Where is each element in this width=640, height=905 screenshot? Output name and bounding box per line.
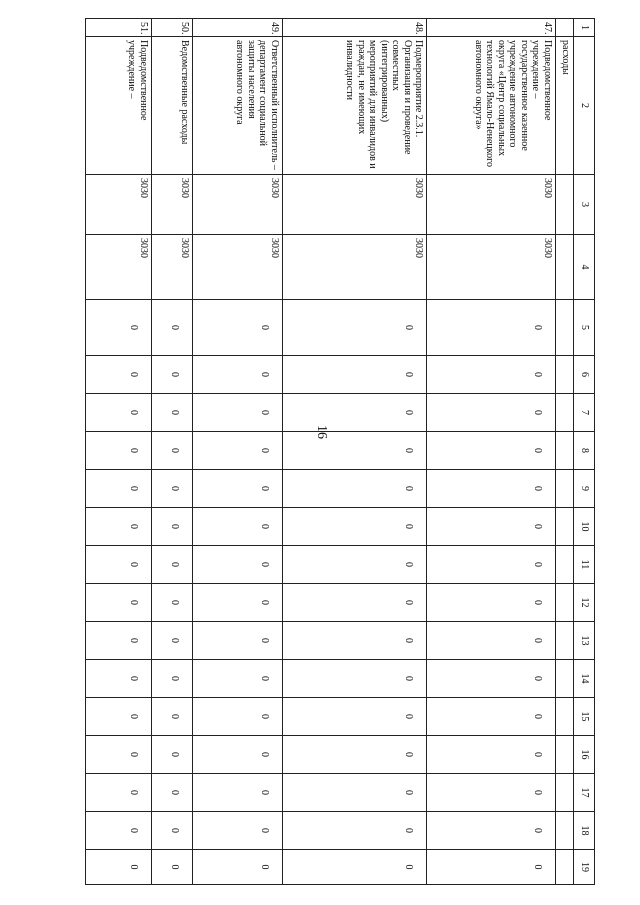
value-cell: 0 — [427, 546, 556, 584]
value-cell: 0 — [427, 508, 556, 546]
carryover-cell — [555, 432, 573, 470]
value-cell: 0 — [282, 622, 426, 660]
value-cell: 0 — [193, 546, 283, 584]
value-cell: 0 — [282, 736, 426, 774]
value-cell: 0 — [193, 470, 283, 508]
row-code-3: 3030 — [86, 175, 152, 235]
value-cell: 0 — [193, 394, 283, 432]
value-cell: 0 — [86, 394, 152, 432]
value-cell: 0 — [86, 736, 152, 774]
value-cell: 0 — [151, 394, 193, 432]
carryover-num — [555, 19, 573, 37]
row-name: Подведомственное учреждение – — [86, 37, 152, 175]
row-code-3: 3030 — [193, 175, 283, 235]
row-code-3: 3030 — [427, 175, 556, 235]
value-cell: 0 — [427, 356, 556, 394]
value-cell: 0 — [282, 470, 426, 508]
row-name: Ответственный исполнитель – департамент социальной защиты населения автономного округа — [193, 37, 283, 175]
value-cell: 0 — [86, 584, 152, 622]
value-cell: 0 — [193, 584, 283, 622]
row-name: Подмероприятие 2.3.1. Организация и проведение совместных (интегрированных) мероприятий для инвалидов и граждан, не имеющих инвалидности — [282, 37, 426, 175]
value-cell: 0 — [86, 622, 152, 660]
row-number: 48. — [282, 19, 426, 37]
row-code-4: 3030 — [86, 235, 152, 300]
value-cell: 0 — [193, 774, 283, 812]
carryover-cell — [555, 850, 573, 885]
value-cell: 0 — [193, 660, 283, 698]
value-cell: 0 — [86, 660, 152, 698]
value-cell: 0 — [427, 622, 556, 660]
value-cell: 0 — [282, 850, 426, 885]
carryover-cell — [555, 698, 573, 736]
value-cell: 0 — [193, 432, 283, 470]
row-code-3: 3030 — [151, 175, 193, 235]
budget-table — [85, 18, 595, 885]
value-cell: 0 — [193, 508, 283, 546]
table-row — [282, 19, 426, 885]
table-row — [151, 19, 193, 885]
value-cell: 0 — [151, 432, 193, 470]
value-cell: 0 — [86, 774, 152, 812]
row-number: 47. — [427, 19, 556, 37]
column-header: 3 — [574, 175, 595, 235]
carryover-cell — [555, 812, 573, 850]
value-cell: 0 — [151, 546, 193, 584]
value-cell: 0 — [86, 546, 152, 584]
value-cell: 0 — [282, 508, 426, 546]
value-cell: 0 — [427, 812, 556, 850]
row-code-4: 3030 — [151, 235, 193, 300]
row-code-4: 3030 — [282, 235, 426, 300]
carryover-row — [555, 19, 573, 885]
value-cell: 0 — [193, 698, 283, 736]
value-cell: 0 — [282, 356, 426, 394]
table-row — [193, 19, 283, 885]
value-cell: 0 — [427, 432, 556, 470]
carryover-cell — [555, 356, 573, 394]
value-cell: 0 — [86, 508, 152, 546]
value-cell: 0 — [427, 736, 556, 774]
column-header: 17 — [574, 774, 595, 812]
column-header: 12 — [574, 584, 595, 622]
column-header: 19 — [574, 850, 595, 885]
table-row — [427, 19, 556, 885]
row-number: 51. — [86, 19, 152, 37]
column-header: 14 — [574, 660, 595, 698]
value-cell: 0 — [151, 850, 193, 885]
row-code-3: 3030 — [282, 175, 426, 235]
value-cell: 0 — [86, 470, 152, 508]
carryover-cell — [555, 622, 573, 660]
column-header: 2 — [574, 37, 595, 175]
value-cell: 0 — [151, 774, 193, 812]
value-cell: 0 — [193, 356, 283, 394]
value-cell: 0 — [282, 812, 426, 850]
table-row — [86, 19, 152, 885]
row-name: Подведомственное учреждение – государственное казенное учреждение автономного округа «Центр социальных технологий Ямало-Ненецкого автономного округа» — [427, 37, 556, 175]
column-header: 15 — [574, 698, 595, 736]
value-cell: 0 — [427, 470, 556, 508]
value-cell: 0 — [427, 584, 556, 622]
column-header: 7 — [574, 394, 595, 432]
value-cell: 0 — [193, 622, 283, 660]
value-cell: 0 — [151, 698, 193, 736]
carryover-cell — [555, 470, 573, 508]
carryover-cell — [555, 394, 573, 432]
row-name: Ведомственные расходы — [151, 37, 193, 175]
column-header: 1 — [574, 19, 595, 37]
value-cell: 0 — [427, 660, 556, 698]
value-cell: 0 — [193, 736, 283, 774]
value-cell: 0 — [427, 394, 556, 432]
value-cell: 0 — [427, 300, 556, 356]
value-cell: 0 — [427, 850, 556, 885]
carryover-cell — [555, 546, 573, 584]
value-cell: 0 — [151, 356, 193, 394]
page-number-text: 16 — [314, 425, 329, 439]
value-cell: 0 — [151, 812, 193, 850]
value-cell: 0 — [282, 774, 426, 812]
value-cell: 0 — [193, 850, 283, 885]
column-header: 8 — [574, 432, 595, 470]
value-cell: 0 — [193, 300, 283, 356]
value-cell: 0 — [151, 300, 193, 356]
value-cell: 0 — [282, 698, 426, 736]
value-cell: 0 — [151, 736, 193, 774]
carryover-cell — [555, 584, 573, 622]
row-number: 49. — [193, 19, 283, 37]
value-cell: 0 — [86, 698, 152, 736]
row-code-4: 3030 — [427, 235, 556, 300]
value-cell: 0 — [282, 546, 426, 584]
value-cell: 0 — [86, 812, 152, 850]
column-header: 18 — [574, 812, 595, 850]
value-cell: 0 — [151, 508, 193, 546]
value-cell: 0 — [282, 394, 426, 432]
value-cell: 0 — [282, 660, 426, 698]
carryover-cell — [555, 300, 573, 356]
value-cell: 0 — [282, 432, 426, 470]
value-cell: 0 — [86, 356, 152, 394]
column-header: 9 — [574, 470, 595, 508]
header-row — [574, 19, 595, 885]
column-header: 11 — [574, 546, 595, 584]
value-cell: 0 — [282, 584, 426, 622]
value-cell: 0 — [151, 622, 193, 660]
column-header: 13 — [574, 622, 595, 660]
carryover-cell — [555, 508, 573, 546]
row-number: 50. — [151, 19, 193, 37]
value-cell: 0 — [86, 850, 152, 885]
column-header: 6 — [574, 356, 595, 394]
carryover-cell — [555, 235, 573, 300]
column-header: 16 — [574, 736, 595, 774]
value-cell: 0 — [282, 300, 426, 356]
value-cell: 0 — [151, 660, 193, 698]
column-header: 4 — [574, 235, 595, 300]
carryover-cell — [555, 175, 573, 235]
value-cell: 0 — [151, 470, 193, 508]
column-header: 5 — [574, 300, 595, 356]
column-header: 10 — [574, 508, 595, 546]
value-cell: 0 — [86, 432, 152, 470]
budget-table-sheet — [85, 18, 595, 870]
value-cell: 0 — [427, 774, 556, 812]
carryover-text: расходы — [555, 37, 573, 175]
carryover-cell — [555, 774, 573, 812]
value-cell: 0 — [193, 812, 283, 850]
carryover-cell — [555, 736, 573, 774]
value-cell: 0 — [151, 584, 193, 622]
row-code-4: 3030 — [193, 235, 283, 300]
value-cell: 0 — [86, 300, 152, 356]
carryover-cell — [555, 660, 573, 698]
value-cell: 0 — [427, 698, 556, 736]
